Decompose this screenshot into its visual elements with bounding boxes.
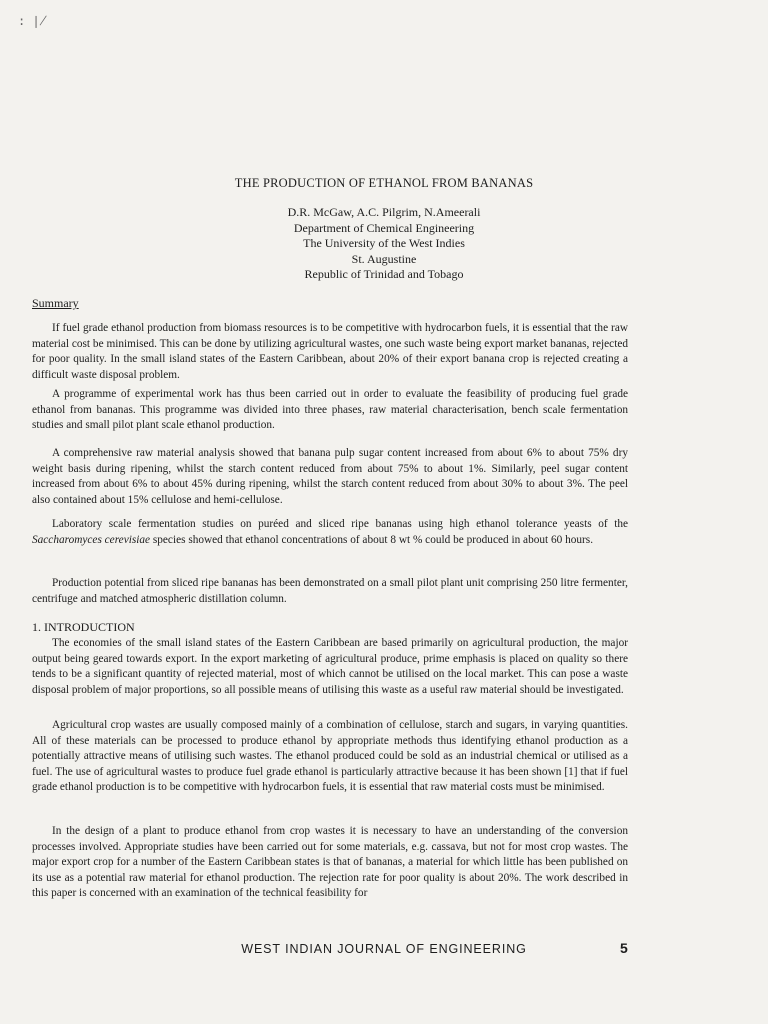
introduction-paragraph-3: In the design of a plant to produce ethanol from crop wastes it is necessary to have an understanding of the conversion processes involved. Appropriate studies have been carried out for some materials, e.g. cassava, but not for most crop wastes. The major export crop for a number of the Eastern Caribbean states is that of bananas, a material for which little has been published on its use as a potential raw material for ethanol production. The rejection rate for poor quality is about 20%. The work described in this paper is concerned with an examination of the technical feasibility for bbox=[32, 825, 628, 899]
summary-paragraph-1: If fuel grade ethanol production from biomass resources is to be competitive with hydrocarbon fuels, it is essential that the raw material cost be minimised. This can be done by utilizing agricultural wastes, one such waste being export market bananas, rejected for poor quality. In the small island states of the Eastern Caribbean, about 20% of their export banana crop is rejected creating a difficult waste disposal problem. bbox=[32, 322, 628, 381]
page-number: 5 bbox=[620, 940, 628, 956]
author-department: Department of Chemical Engineering bbox=[293, 220, 475, 235]
summary-heading: Summary bbox=[32, 296, 79, 310]
author-campus: St. Augustine bbox=[351, 251, 417, 266]
summary-paragraph-2: A programme of experimental work has thus been carried out in order to evaluate the feasibility of producing fuel grade ethanol from bananas. This programme was divided into three phases, raw material characterisation, bench scale fermentation studies and small pilot plant scale ethanol production. bbox=[32, 388, 628, 431]
summary-paragraph-4: Laboratory scale fermentation studies on puréed and sliced ripe bananas using high ethanol tolerance yeasts of the Saccharomyces cerevisiae species showed that ethanol concentrations of about 8 wt % could be produced in about 60 hours. bbox=[32, 518, 628, 546]
author-names: D.R. McGaw, A.C. Pilgrim, N.Ameerali bbox=[287, 205, 481, 219]
introduction-paragraph-2: Agricultural crop wastes are usually composed mainly of a combination of cellulose, starch and sugars, in varying quantities. All of these materials can be processed to produce ethanol by appropriate methods thus identifying ethanol production as a potentially attractive means of utilising such wastes. The ethanol produced could be sold as an industrial chemical or utilised as a fuel. The use of agricultural wastes to produce fuel grade ethanol is particularly attractive because it has been shown [1] that if fuel grade ethanol production is to be competitive with hydrocarbon fuels, it is essential that raw material costs must be minimised. bbox=[32, 719, 628, 793]
introduction-paragraph-1: The economies of the small island states of the Eastern Caribbean are based primarily on agricultural production, the major output being geared towards export. In the export marketing of agricultural produce, prime emphasis is placed on quality so there tends to be a significant quantity of rejected material, most of which cannot be utilised on the local market. This can pose a waste disposal problem of major proportions, so all possible means of utilising this waste as a useful raw material should be investigated. bbox=[32, 637, 628, 696]
author-block bbox=[0, 205, 768, 283]
paper-title: THE PRODUCTION OF ETHANOL FROM BANANAS bbox=[234, 176, 534, 190]
summary-paragraph-3: A comprehensive raw material analysis showed that banana pulp sugar content increased from about 6% to about 75% dry weight basis during ripening, whilst the starch content reduced from about 75% to about 1%. Similarly, peel sugar content increased from about 6% to about 45% during ripening, whilst the starch content reduced from about 30% to about 3%. The peel also contained about 15% cellulose and hemi-cellulose. bbox=[32, 447, 628, 506]
author-university: The University of the West Indies bbox=[303, 236, 465, 251]
introduction-heading: 1. INTRODUCTION bbox=[32, 620, 135, 634]
journal-name: WEST INDIAN JOURNAL OF ENGINEERING bbox=[241, 942, 527, 956]
species-name: Saccharomyces cerevisiae bbox=[32, 533, 151, 546]
scan-mark: : ∤ bbox=[18, 14, 47, 28]
summary-paragraph-5: Production potential from sliced ripe bananas has been demonstrated on a small pilot plant unit comprising 250 litre fermenter, centrifuge and matched atmospheric distillation column. bbox=[32, 577, 628, 605]
author-country: Republic of Trinidad and Tobago bbox=[304, 267, 464, 282]
